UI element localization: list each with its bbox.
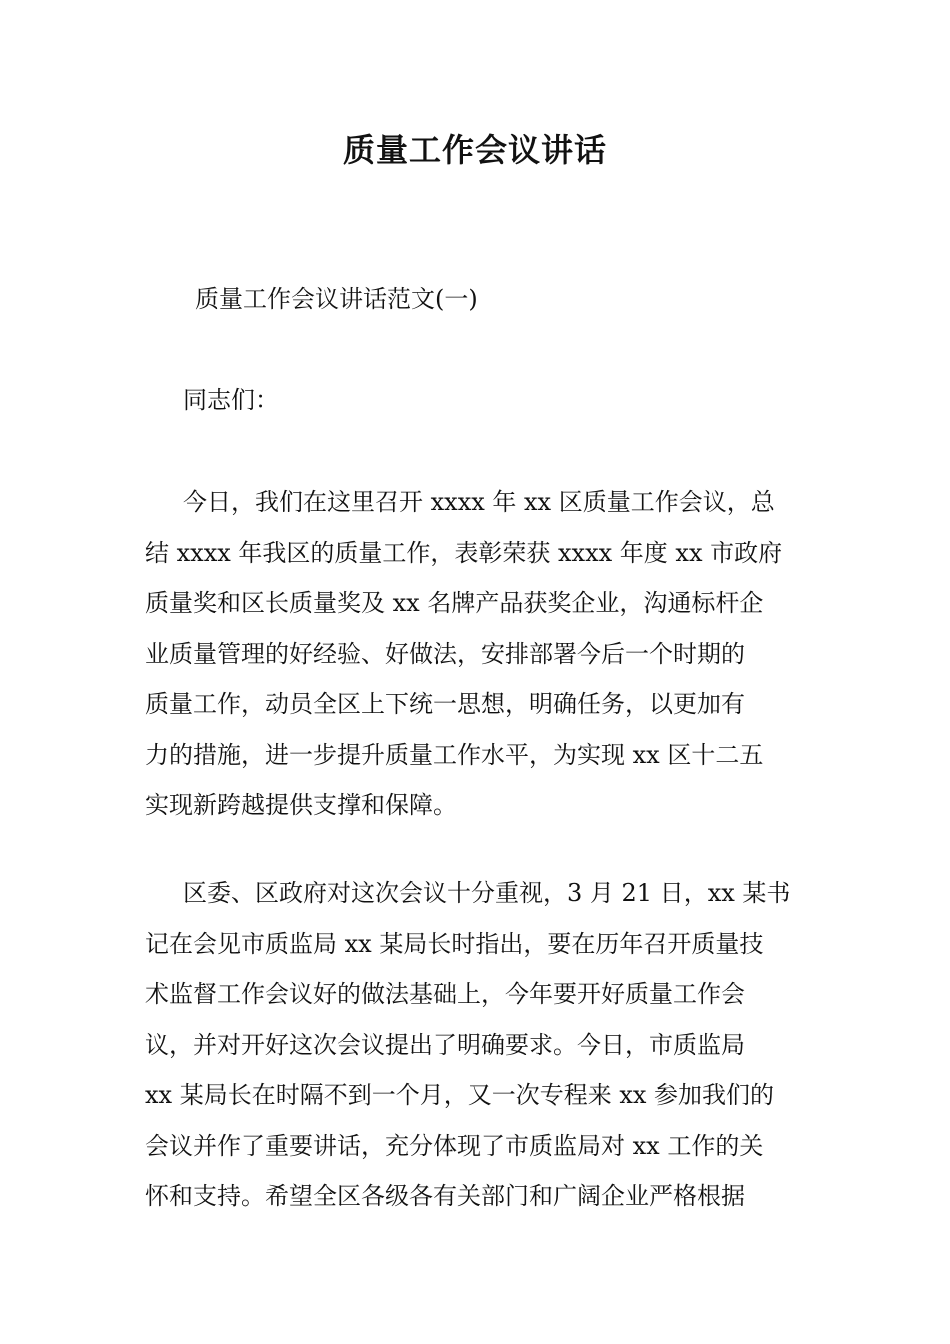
paragraph-2 [145, 868, 815, 1222]
paragraph-line: xx 某局长在时隔不到一个月，又一次专程来 xx 参加我们的 [145, 1081, 775, 1109]
paragraph-line: 结 xxxx 年我区的质量工作，表彰荣获 xxxx 年度 xx 市政府 [145, 538, 783, 567]
document-subtitle: 质量工作会议讲话范文(一) [195, 285, 478, 313]
paragraph-1 [145, 477, 815, 831]
paragraph-line: 会议并作了重要讲话，充分体现了市质监局对 xx 工作的关 [145, 1131, 764, 1160]
paragraph-line: 区委、区政府对这次会议十分重视，3 月 21 日，xx 某书 [183, 879, 791, 907]
paragraph-line: 质量奖和区长质量奖及 xx 名牌产品获奖企业，沟通标杆企 [145, 589, 764, 617]
paragraph-line: 实现新跨越提供支撑和保障。 [145, 791, 457, 819]
paragraph-line: 怀和支持。希望全区各级各有关部门和广阔企业严格根据 [145, 1182, 745, 1210]
paragraph-line: 记在会见市质监局 xx 某局长时指出，要在历年召开质量技 [145, 929, 764, 958]
paragraph-line: 术监督工作会议好的做法基础上，今年要开好质量工作会 [145, 980, 745, 1008]
paragraph-line: 力的措施，进一步提升质量工作水平，为实现 xx 区十二五 [145, 740, 764, 769]
paragraph-line: 业质量管理的好经验、好做法，安排部署今后一个时期的 [145, 639, 745, 668]
salutation: 同志们： [183, 386, 279, 414]
paragraph-line: 质量工作，动员全区上下统一思想，明确任务，以更加有 [145, 690, 745, 718]
document-title: 质量工作会议讲话 [342, 131, 607, 169]
paragraph-line: 今日，我们在这里召开 xxxx 年 xx 区质量工作会议，总 [183, 488, 775, 516]
paragraph-line: 议，并对开好这次会议提出了明确要求。今日，市质监局 [145, 1030, 745, 1059]
